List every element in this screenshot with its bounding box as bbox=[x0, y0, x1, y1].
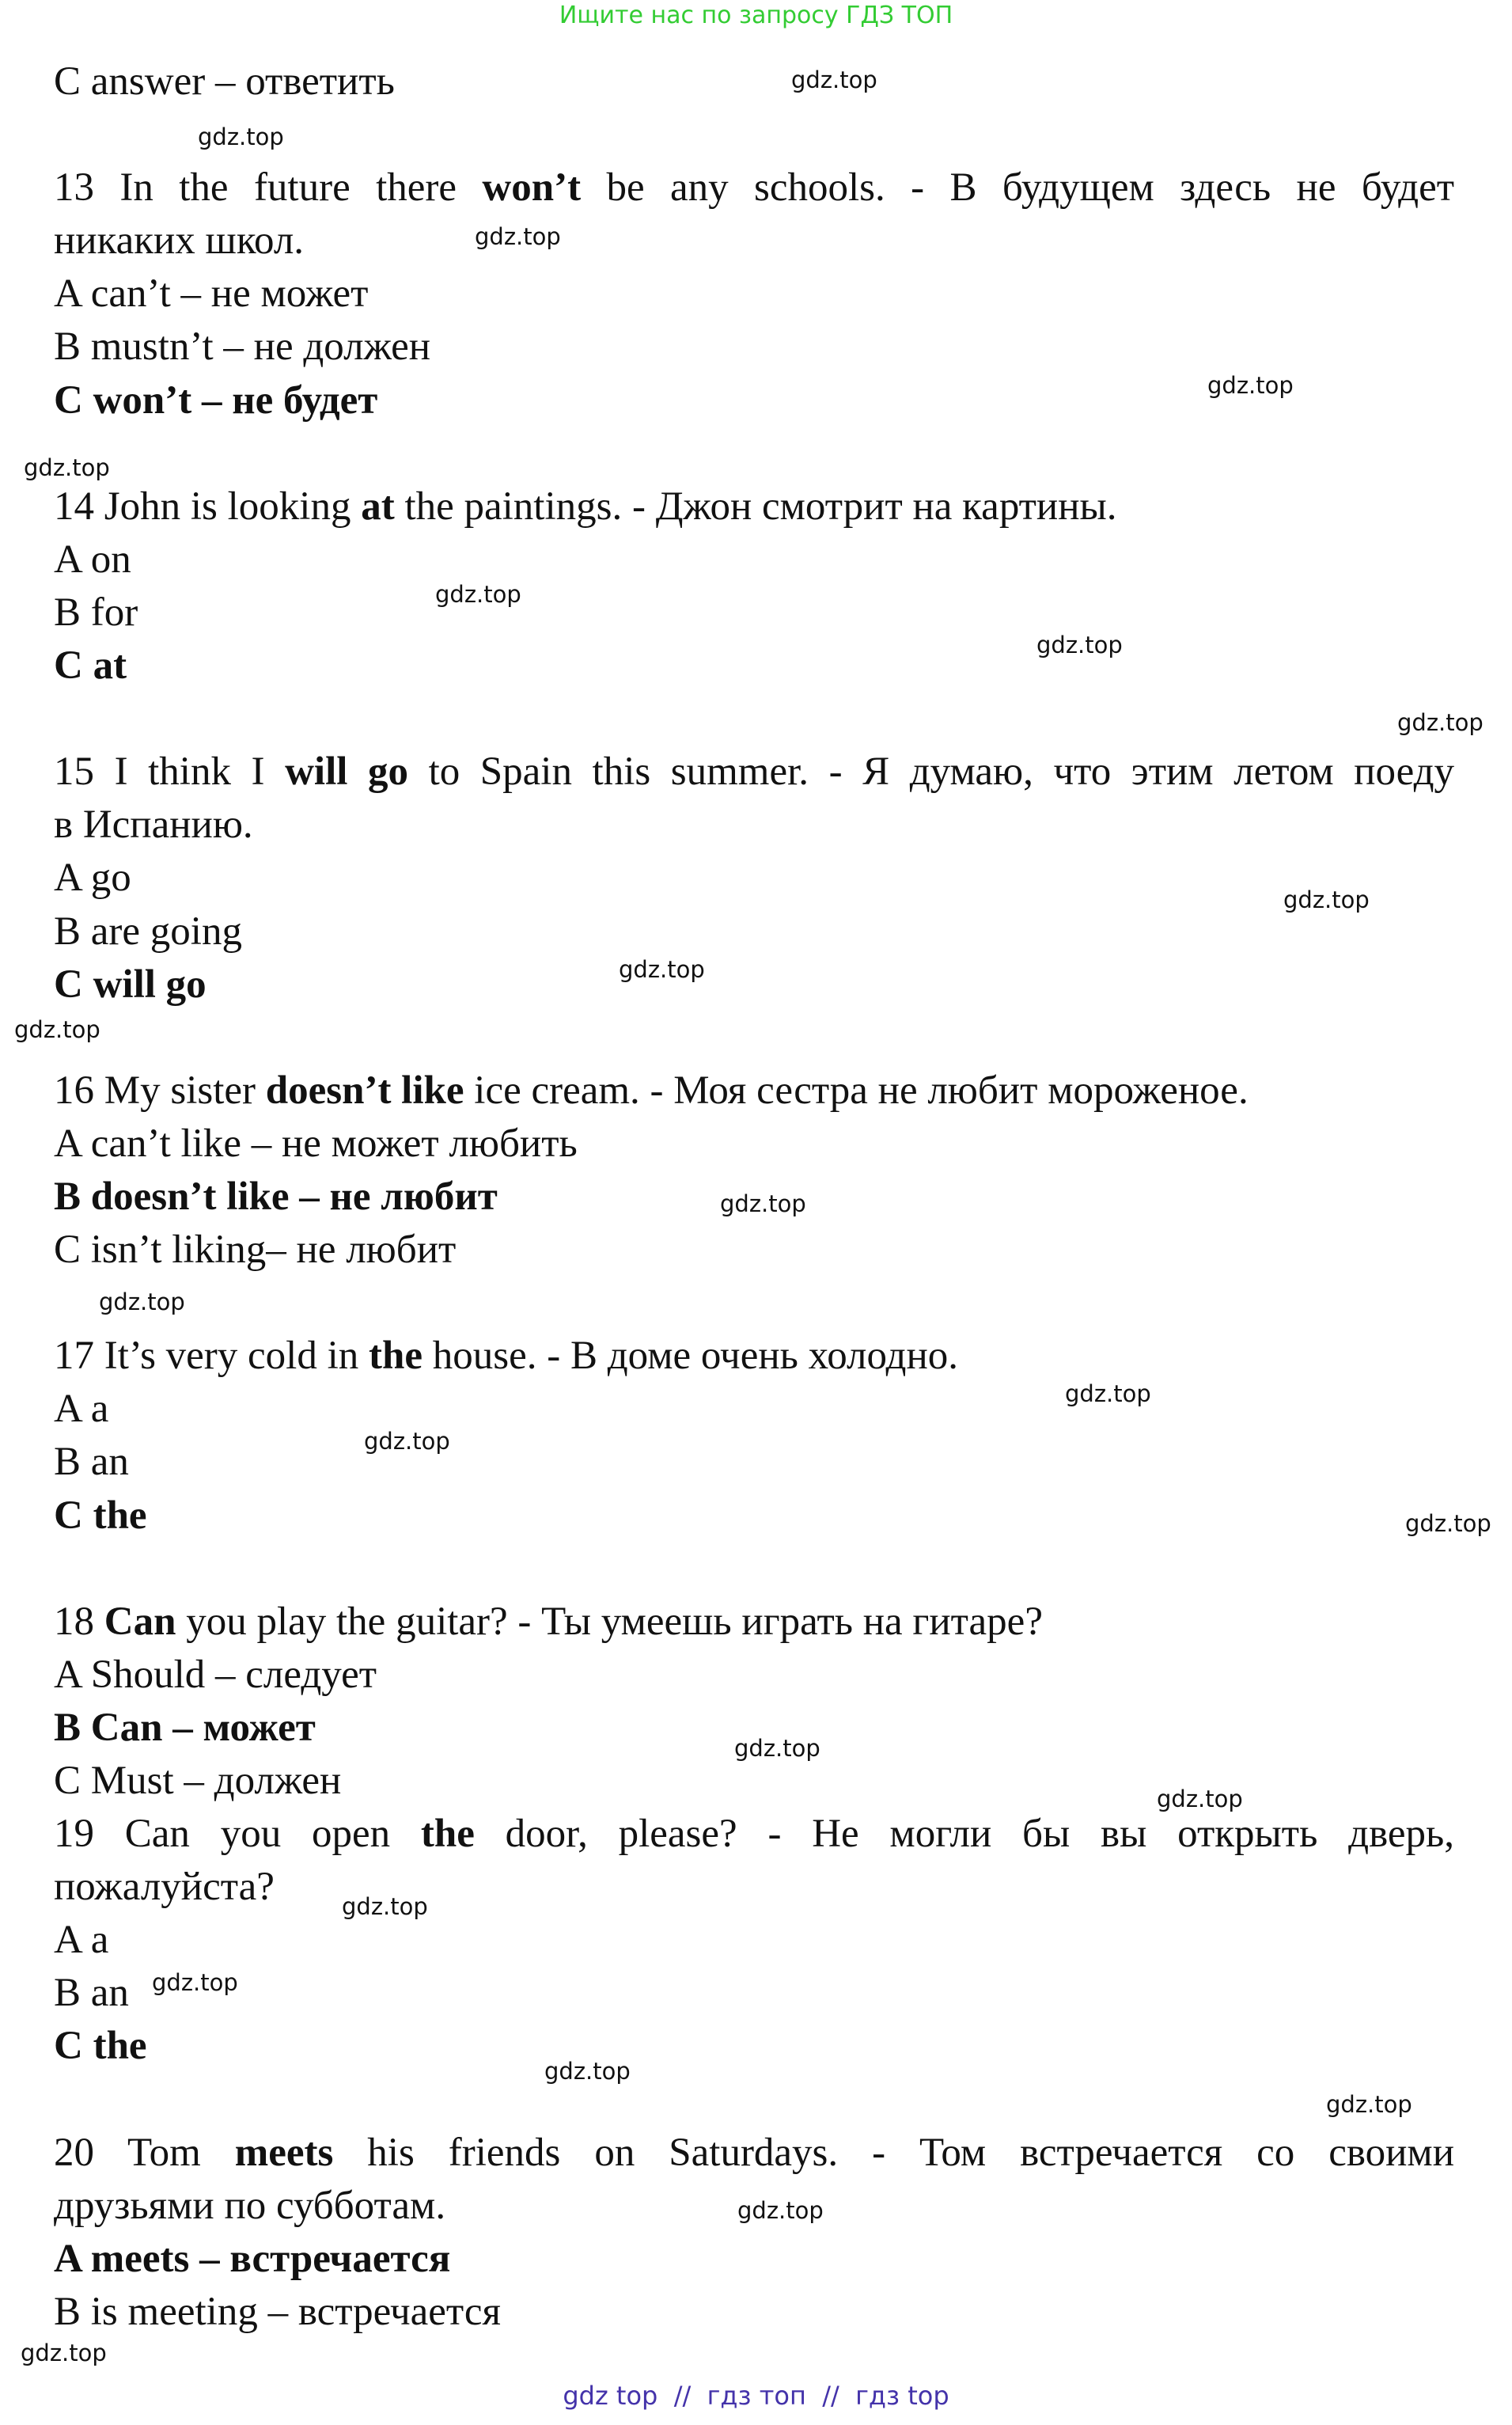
q16-question bbox=[54, 1064, 1454, 1118]
q17-correct-answer: C the bbox=[54, 1493, 147, 1538]
watermark: gdz.top bbox=[737, 2197, 824, 2224]
q13-text-before: In the future there bbox=[119, 165, 483, 211]
q17-option-c bbox=[54, 1490, 1454, 1543]
q18-text-after: you play the guitar? - Ты умеешь играть на гитаре? bbox=[176, 1599, 1043, 1644]
q19-number: 19 bbox=[54, 1812, 94, 1857]
spacer bbox=[54, 693, 1454, 746]
q14-keyword: at bbox=[361, 484, 395, 529]
q16-option-a: A can’t like – не может любить bbox=[54, 1121, 578, 1166]
q17-option-b: B an bbox=[54, 1440, 129, 1485]
watermark: gdz.top bbox=[1207, 372, 1294, 399]
q15-text-before: I think I bbox=[114, 750, 286, 795]
q15-option-b: B are going bbox=[54, 909, 242, 954]
q17-keyword: the bbox=[369, 1334, 423, 1379]
watermark: gdz.top bbox=[1397, 709, 1484, 736]
q19-translation-cont: пожалуйста? bbox=[54, 1865, 275, 1910]
q13-text-after: be any schools. - В будущем здесь не будет bbox=[581, 165, 1455, 211]
q14-text-after: the paintings. - Джон смотрит на картины. bbox=[394, 484, 1117, 529]
q20-correct-answer: A meets – встречается bbox=[54, 2236, 451, 2281]
q19-correct-answer: C the bbox=[54, 2024, 147, 2069]
q16-text-after: ice cream. - Моя сестра не любит мороженое. bbox=[464, 1068, 1249, 1113]
q18-correct-answer: B Can – может bbox=[54, 1705, 316, 1750]
watermark: gdz.top bbox=[435, 581, 521, 608]
q20-question bbox=[54, 2127, 1454, 2180]
q13-question bbox=[54, 161, 1454, 214]
q14-option-c bbox=[54, 639, 1454, 693]
watermark: gdz.top bbox=[720, 1190, 806, 1217]
q17-option-a: A a bbox=[54, 1387, 109, 1432]
q20-option-a bbox=[54, 2233, 1454, 2286]
q15-question bbox=[54, 746, 1454, 799]
spacer bbox=[54, 1277, 1454, 1330]
q15-text-after: to Spain this summer. - Я думаю, что этим летом поеду bbox=[408, 750, 1455, 795]
watermark: gdz.top bbox=[364, 1428, 450, 1455]
q14-question bbox=[54, 480, 1454, 533]
q14-option-b: B for bbox=[54, 590, 138, 635]
watermark: gdz.top bbox=[1283, 886, 1370, 913]
q13-number: 13 bbox=[54, 165, 94, 211]
watermark: gdz.top bbox=[99, 1288, 185, 1315]
q16-correct-answer: B doesn’t like – не любит bbox=[54, 1174, 498, 1219]
q13-option-b: B mustn’t – не должен bbox=[54, 324, 431, 370]
q14-option-a: A on bbox=[54, 537, 131, 582]
q19-option-b: B an bbox=[54, 1971, 129, 2016]
q17-text-before: It’s very cold in bbox=[104, 1334, 369, 1379]
q20-translation-cont: друзьями по субботам. bbox=[54, 2183, 446, 2228]
q17-number: 17 bbox=[54, 1334, 94, 1379]
q13-correct-answer: C won’t – не будет bbox=[54, 378, 378, 423]
q18-keyword: Can bbox=[104, 1599, 176, 1644]
watermark: gdz.top bbox=[1065, 1380, 1151, 1407]
q20-text-after: his friends on Saturdays. - Том встречается со своими bbox=[333, 2130, 1454, 2175]
spacer bbox=[54, 1011, 1454, 1064]
spacer bbox=[54, 427, 1454, 480]
q15-number: 15 bbox=[54, 750, 94, 795]
q20-option-b: B is meeting – встречается bbox=[54, 2289, 501, 2334]
q13-translation-cont: никаких школ. bbox=[54, 218, 305, 264]
q20-text-before: Tom bbox=[127, 2130, 235, 2175]
q14-text-before: John is looking bbox=[104, 484, 362, 529]
q18-question bbox=[54, 1596, 1454, 1649]
q17-text-after: house. - В доме очень холодно. bbox=[423, 1334, 958, 1379]
q16-number: 16 bbox=[54, 1068, 94, 1113]
watermark: gdz.top bbox=[544, 2058, 631, 2085]
q13-keyword: won’t bbox=[482, 165, 582, 211]
watermark: gdz.top bbox=[791, 66, 877, 93]
q15-translation-cont: в Испанию. bbox=[54, 803, 253, 848]
q15-option-c bbox=[54, 958, 1454, 1011]
spacer bbox=[54, 1543, 1454, 1596]
watermark: gdz.top bbox=[475, 223, 561, 250]
q16-keyword: doesn’t like bbox=[265, 1068, 464, 1113]
top-search-banner[interactable]: Ищите нас по запросу ГДЗ ТОП bbox=[559, 2, 953, 29]
q13-option-a: A can’t – не может bbox=[54, 271, 369, 317]
q14-correct-answer: C at bbox=[54, 643, 127, 689]
spacer bbox=[54, 2074, 1454, 2127]
watermark: gdz.top bbox=[734, 1735, 820, 1762]
q19-text-before: Can you open bbox=[124, 1812, 421, 1857]
q19-text-after: door, please? - Не могли бы вы открыть дверь, bbox=[474, 1812, 1454, 1857]
q20-number: 20 bbox=[54, 2130, 94, 2175]
watermark: gdz.top bbox=[342, 1893, 428, 1920]
q18-number: 18 bbox=[54, 1599, 94, 1644]
watermark: gdz.top bbox=[1326, 2091, 1412, 2118]
watermark: gdz.top bbox=[152, 1969, 238, 1996]
q19-keyword: the bbox=[420, 1812, 475, 1857]
q19-option-c bbox=[54, 2020, 1454, 2073]
watermark: gdz.top bbox=[14, 1016, 100, 1043]
q15-option-a: A go bbox=[54, 856, 131, 901]
watermark: gdz.top bbox=[1405, 1510, 1491, 1537]
q17-question bbox=[54, 1330, 1454, 1383]
q18-option-a: A Should – следует bbox=[54, 1652, 377, 1697]
q15-correct-answer: C will go bbox=[54, 962, 207, 1007]
watermark: gdz.top bbox=[1036, 632, 1123, 658]
q18-option-c: C Must – должен bbox=[54, 1759, 342, 1803]
watermark: gdz.top bbox=[1157, 1786, 1243, 1812]
q20-keyword: meets bbox=[234, 2130, 334, 2175]
q14-number: 14 bbox=[54, 484, 94, 529]
watermark: gdz.top bbox=[24, 454, 110, 481]
q16-text-before: My sister bbox=[104, 1068, 266, 1113]
watermark: gdz.top bbox=[21, 2340, 107, 2366]
bottom-links-banner[interactable]: gdz top // гдз топ // гдз top bbox=[563, 2381, 949, 2411]
q19-option-a: A a bbox=[54, 1918, 109, 1963]
q15-keyword: will go bbox=[285, 750, 408, 795]
q16-option-c: C isn’t liking– не любит bbox=[54, 1228, 457, 1273]
q19-question bbox=[54, 1808, 1454, 1861]
watermark: gdz.top bbox=[198, 123, 284, 150]
watermark: gdz.top bbox=[619, 956, 705, 983]
q12-option-c: C answer – ответить bbox=[54, 59, 395, 104]
